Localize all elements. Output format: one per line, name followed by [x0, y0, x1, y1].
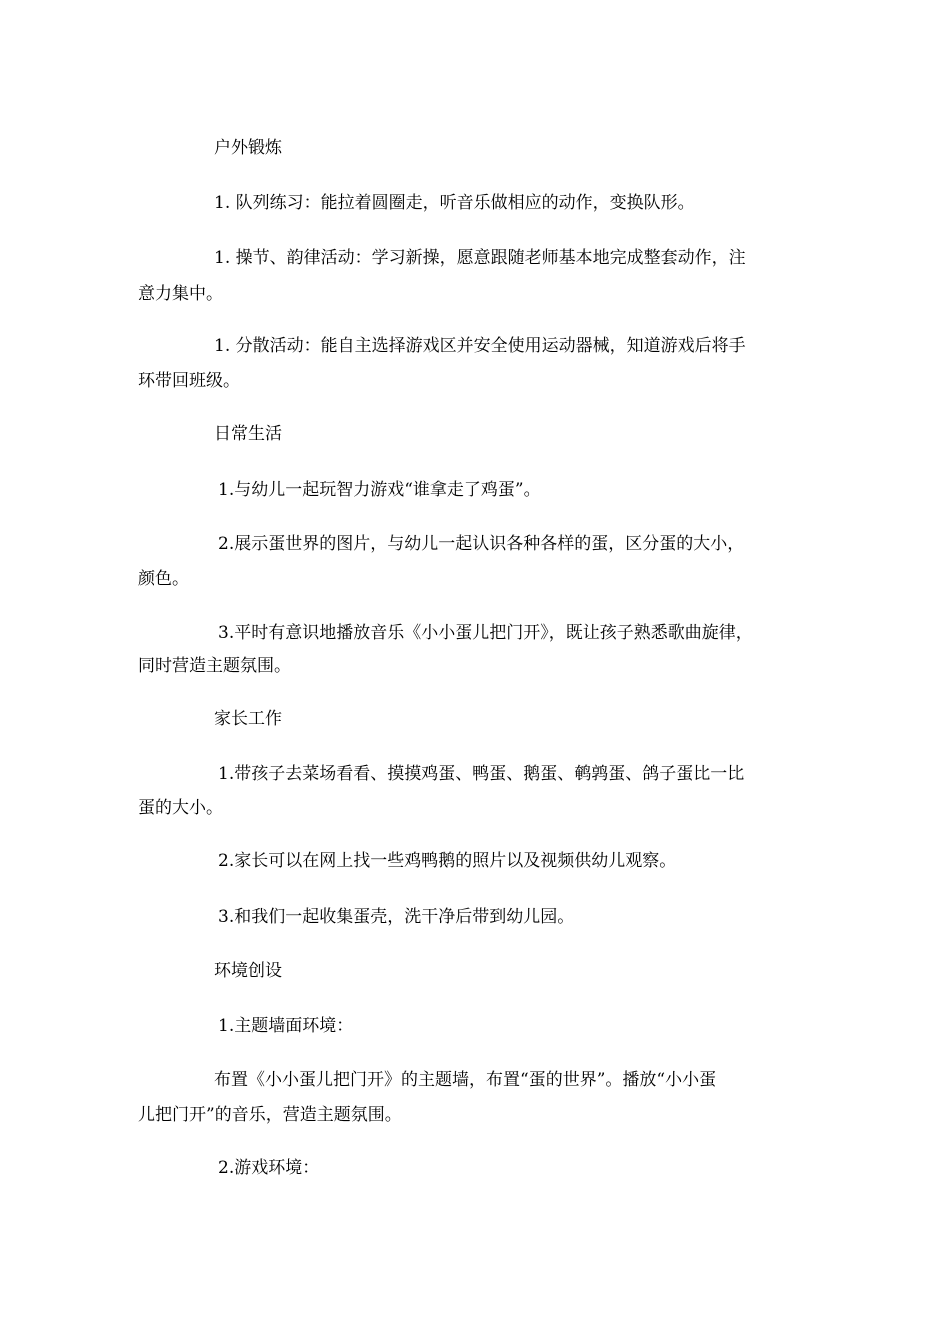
paragraph-line: 蛋的大小。	[138, 798, 223, 818]
paragraph-line: 环带回班级。	[138, 371, 240, 391]
paragraph-line: 2.游戏环境：	[218, 1158, 320, 1178]
paragraph-line: 1. 操节、韵律活动：学习新操，愿意跟随老师基本地完成整套动作，注	[214, 248, 746, 268]
paragraph-line: 1.带孩子去菜场看看、摸摸鸡蛋、鸭蛋、鹅蛋、鹌鹑蛋、鸽子蛋比一比	[218, 764, 745, 784]
paragraph-line: 同时营造主题氛围。	[138, 656, 291, 676]
paragraph-line: 布置《小小蛋儿把门开》的主题墙，布置“蛋的世界”。播放“小小蛋	[214, 1070, 717, 1090]
paragraph-line: 1.主题墙面环境：	[218, 1016, 354, 1036]
paragraph-line: 3.平时有意识地播放音乐《小小蛋儿把门开》，既让孩子熟悉歌曲旋律，	[218, 623, 753, 643]
heading-outdoor-exercise: 户外锻炼	[214, 138, 282, 158]
paragraph-line: 2.家长可以在网上找一些鸡鸭鹅的照片以及视频供幼儿观察。	[218, 851, 677, 871]
paragraph-line: 意力集中。	[138, 284, 223, 304]
paragraph-line: 儿把门开”的音乐，营造主题氛围。	[138, 1105, 402, 1125]
heading-environment-setup: 环境创设	[214, 961, 282, 981]
paragraph-line: 颜色。	[138, 569, 189, 589]
paragraph-line: 1. 分散活动：能自主选择游戏区并安全使用运动器械，知道游戏后将手	[214, 336, 746, 356]
heading-daily-life: 日常生活	[214, 424, 282, 444]
paragraph-line: 2.展示蛋世界的图片，与幼儿一起认识各种各样的蛋，区分蛋的大小，	[218, 534, 745, 554]
paragraph-line: 1.与幼儿一起玩智力游戏“谁拿走了鸡蛋”。	[218, 480, 541, 500]
heading-parent-work: 家长工作	[214, 709, 282, 729]
paragraph-line: 3.和我们一起收集蛋壳，洗干净后带到幼儿园。	[218, 907, 575, 927]
paragraph-line: 1. 队列练习：能拉着圆圈走，听音乐做相应的动作，变换队形。	[214, 193, 695, 213]
